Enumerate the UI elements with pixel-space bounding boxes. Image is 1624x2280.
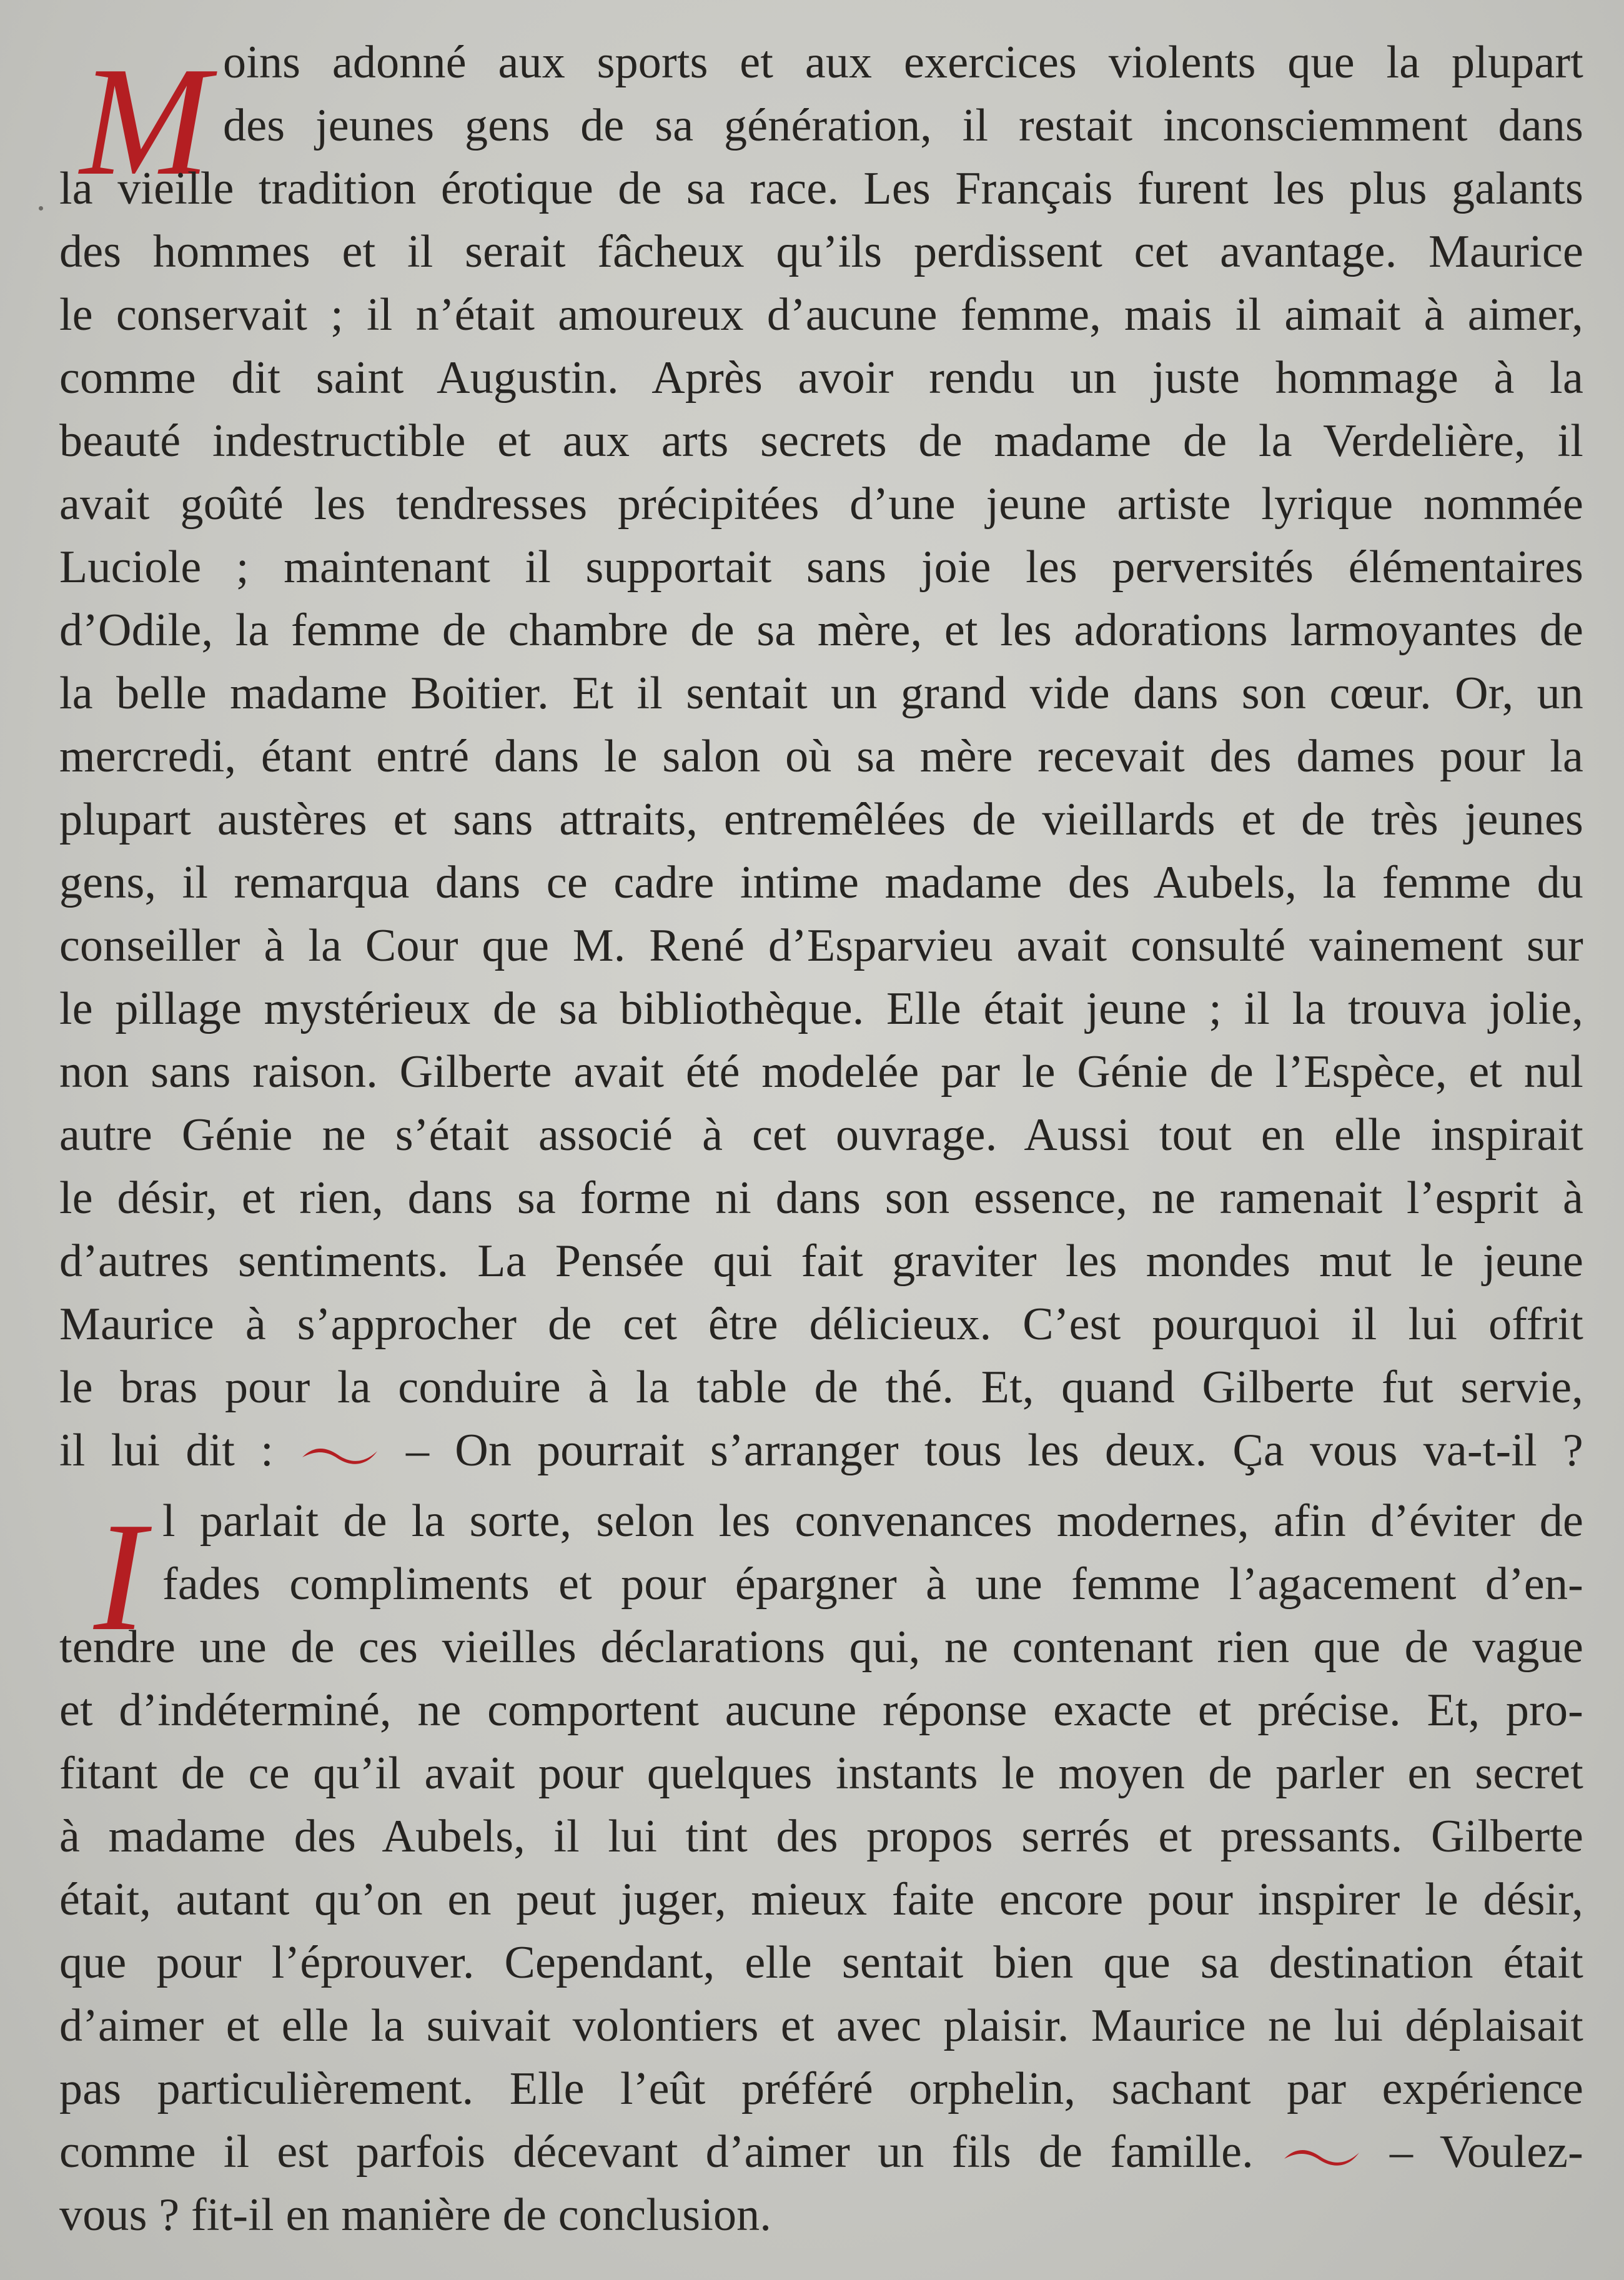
text-line: non sans raison. Gilberte avait été modelée par le Génie de l’Espèce, et nul	[59, 1046, 1583, 1098]
text-line: plupart austères et sans attraits, entremêlées de vieillards et de très jeunes	[59, 794, 1583, 845]
text-line: le désir, et rien, dans sa forme ni dans son essence, ne ramenait l’esprit à	[59, 1172, 1583, 1224]
text-line: comme dit saint Augustin. Après avoir rendu un juste hommage à la	[59, 352, 1583, 404]
text-line: mercredi, étant entré dans le salon où sa mère recevait des dames pour la	[59, 731, 1583, 782]
text-line: la belle madame Boitier. Et il sentait un grand vide dans son cœur. Or, un	[59, 668, 1583, 719]
text-line: gens, il remarqua dans ce cadre intime madame des Aubels, la femme du	[59, 857, 1583, 908]
text-line: le pillage mystérieux de sa bibliothèque. Elle était jeune ; il la trouva jolie,	[59, 983, 1583, 1034]
text-line: que pour l’éprouver. Cependant, elle sentait bien que sa destination était	[59, 1937, 1583, 1988]
text-line: et d’indéterminé, ne comportent aucune réponse exacte et précise. Et, pro-	[59, 1685, 1583, 1736]
text-line: d’aimer et elle la suivait volontiers et avec plaisir. Maurice ne lui déplaisait	[59, 2000, 1583, 2051]
red-tilde-ornament-icon	[299, 1442, 380, 1467]
text-fragment: comme il est parfois décevant d’aimer un fils de famille.	[59, 2126, 1254, 2178]
text-line: le conservait ; il n’était amoureux d’aucune femme, mais il aimait à aimer,	[59, 289, 1583, 340]
paragraph-2	[59, 1490, 1583, 2247]
text-line: l parlait de la sorte, selon les convenances modernes, afin d’éviter de	[162, 1495, 1583, 1547]
text-line: le bras pour la conduire à la table de thé. Et, quand Gilberte fut servie,	[59, 1362, 1583, 1413]
text-line-ornamented	[59, 2121, 1583, 2184]
red-tilde-ornament-icon	[1281, 2144, 1362, 2169]
text-line: d’autres sentiments. La Pensée qui fait graviter les mondes mut le jeune	[59, 1236, 1583, 1287]
text-line: tendre une de ces vieilles déclarations qui, ne contenant rien que de vague	[59, 1622, 1583, 1673]
text-line: autre Génie ne s’était associé à cet ouvrage. Aussi tout en elle inspirait	[59, 1109, 1583, 1161]
text-line: fitant de ce qu’il avait pour quelques instants le moyen de parler en secret	[59, 1748, 1583, 1799]
text-line: avait goûté les tendresses précipitées d’une jeune artiste lyrique nommée	[59, 478, 1583, 530]
text-fragment: – Voulez-	[1389, 2126, 1583, 2178]
paragraph-1	[59, 31, 1583, 1482]
text-line-ornamented	[59, 1419, 1583, 1482]
text-line: beauté indestructible et aux arts secrets de madame de la Verdelière, il	[59, 415, 1583, 467]
text-fragment: – On pourrait s’arranger tous les deux. Ça vous va-t-il ?	[405, 1425, 1583, 1476]
text-line: fades compliments et pour épargner à une femme l’agacement d’en-	[162, 1559, 1583, 1610]
text-fragment: il lui dit :	[59, 1425, 274, 1476]
text-line: d’Odile, la femme de chambre de sa mère, et les adorations larmoyantes de	[59, 605, 1583, 656]
text-line: oins adonné aux sports et aux exercices violents que la plupart	[223, 37, 1583, 88]
text-line: la vieille tradition érotique de sa race. Les Français furent les plus galants	[59, 163, 1583, 214]
text-line: Maurice à s’approcher de cet être délicieux. C’est pourquoi il lui offrit	[59, 1299, 1583, 1350]
page-speck	[39, 206, 43, 211]
text-line: conseiller à la Cour que M. René d’Esparvieu avait consulté vainement sur	[59, 920, 1583, 971]
text-line: était, autant qu’on en peut juger, mieux faite encore pour inspirer le désir,	[59, 1874, 1583, 1925]
text-line: des hommes et il serait fâcheux qu’ils perdissent cet avantage. Maurice	[59, 226, 1583, 277]
dropcap-m: M	[80, 35, 210, 208]
text-line: vous ? fit-il en manière de conclusion.	[59, 2189, 772, 2241]
dropcap-i: I	[94, 1490, 146, 1663]
text-line: des jeunes gens de sa génération, il restait inconsciemment dans	[223, 100, 1583, 151]
text-line: pas particulièrement. Elle l’eût préféré orphelin, sachant par expérience	[59, 2063, 1583, 2114]
text-line: à madame des Aubels, il lui tint des propos serrés et pressants. Gilberte	[59, 1811, 1583, 1862]
text-line: Luciole ; maintenant il supportait sans joie les perversités élémentaires	[59, 542, 1583, 593]
